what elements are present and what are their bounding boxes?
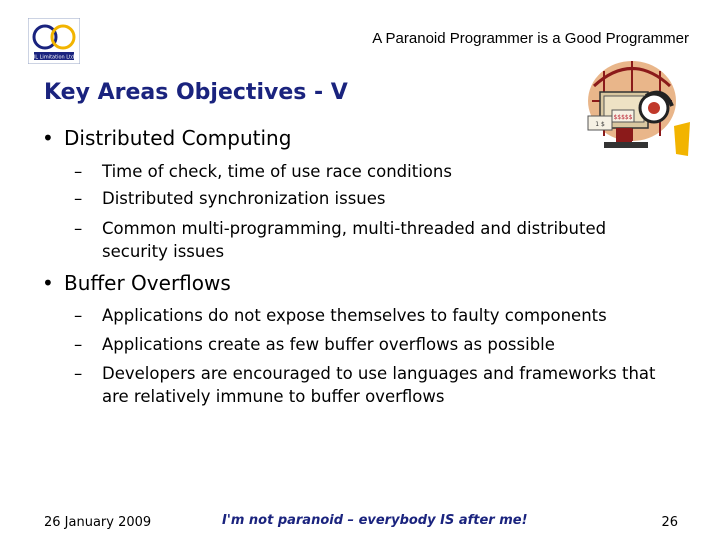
footer-date: 26 January 2009 (44, 515, 152, 530)
dash-symbol: – (74, 306, 83, 325)
dash-symbol: – (74, 364, 83, 383)
sub-item-text: Common multi-programming, multi-threaded and distributed security issues (102, 219, 607, 261)
sub-item-text: Applications do not expose themselves to faulty components (102, 306, 607, 325)
bullet-symbol: • (42, 126, 54, 150)
dash-symbol: – (74, 189, 83, 208)
dash-symbol: – (74, 335, 83, 354)
sub-item-text: Distributed synchronization issues (102, 189, 386, 208)
sub-item (74, 362, 664, 408)
clipart-note-2: 1 $ (595, 121, 605, 128)
header-tagline: A Paranoid Programmer is a Good Programmer (372, 30, 689, 47)
computer-clipart-icon (574, 56, 694, 166)
sub-item-text: Applications create as few buffer overflows as possible (102, 335, 555, 354)
bullet-symbol: • (42, 271, 54, 295)
dash-symbol: – (74, 219, 83, 238)
bullet-label: Distributed Computing (64, 126, 292, 150)
page-number: 26 (661, 515, 678, 530)
slide-title: Key Areas Objectives - V (44, 80, 348, 105)
clipart-note-1: $$$$$ (613, 114, 633, 121)
logo-text: IL Limitation Ltd (33, 54, 75, 61)
company-logo (28, 18, 80, 64)
dash-symbol: – (74, 162, 83, 181)
sub-item (74, 187, 674, 210)
sub-item-text: Time of check, time of use race conditions (102, 162, 452, 181)
sub-item (74, 217, 654, 263)
sub-item (74, 160, 674, 183)
bullet-distributed-computing (42, 126, 291, 150)
bullet-buffer-overflows (42, 271, 231, 295)
footer-quote: I'm not paranoid – everybody IS after me! (222, 513, 528, 528)
sub-item-text: Developers are encouraged to use languages and frameworks that are relatively immune to buffer overflows (102, 364, 656, 406)
sub-item (74, 304, 674, 327)
sub-item (74, 333, 674, 356)
bullet-label: Buffer Overflows (64, 271, 231, 295)
